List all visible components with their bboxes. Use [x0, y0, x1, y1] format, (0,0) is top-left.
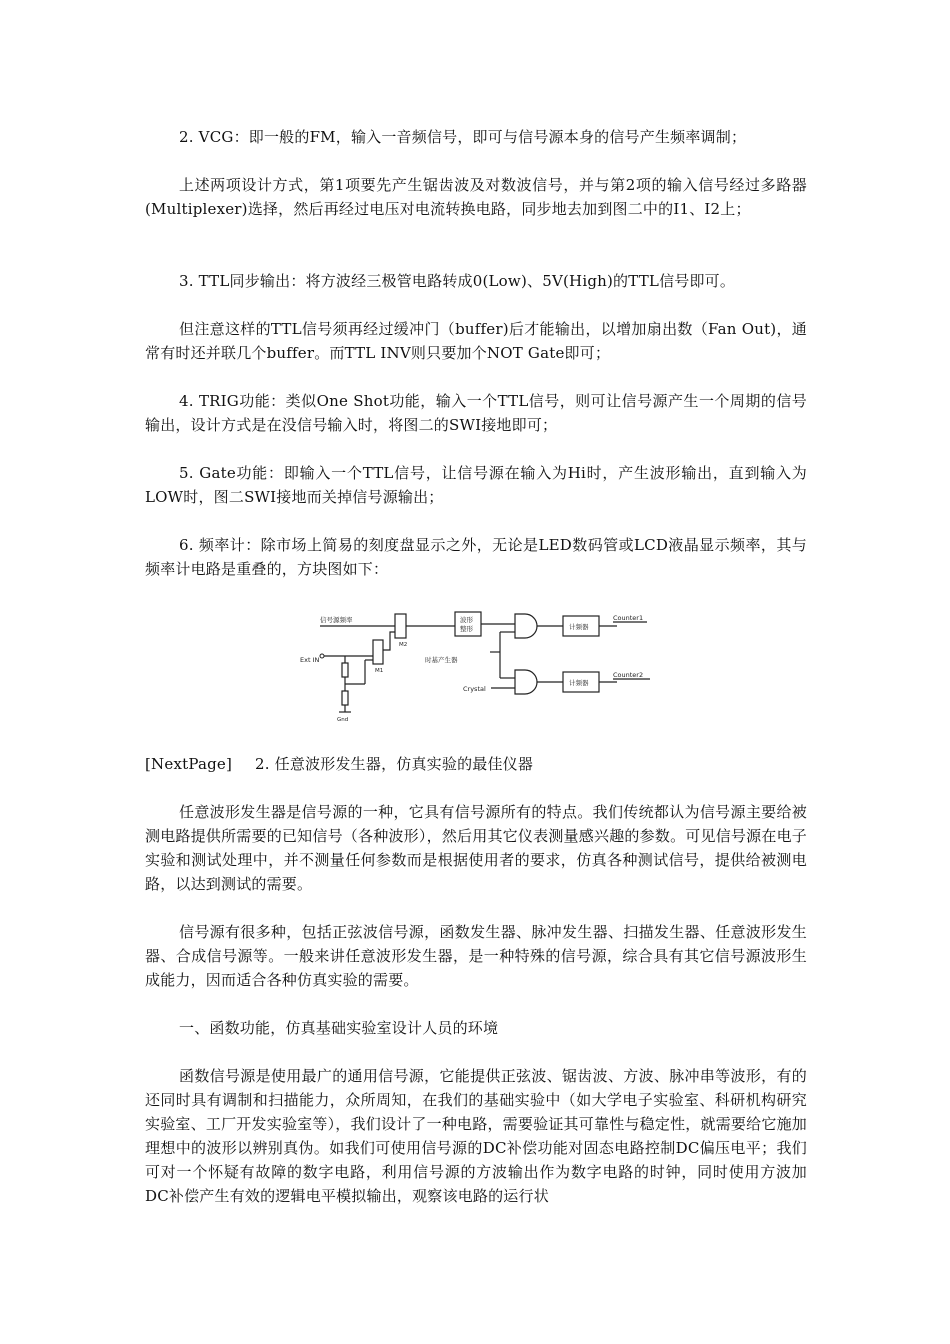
diagram-switch-m1	[373, 640, 383, 664]
diagram-label-ext-in: Ext IN	[300, 656, 320, 664]
diagram-label-crystal: Crystal	[463, 685, 486, 693]
diagram-counter-block-1-label: 计频器	[569, 623, 589, 631]
diagram-label-counter2: Counter2	[613, 671, 644, 679]
next-page-marker: [NextPage]	[145, 755, 233, 773]
paragraph-arbitrary-waveform: 任意波形发生器是信号源的一种，它具有信号源所有的特点。我们传统都认为信号源主要给被测电路提供所需要的已知信号（各种波形），然后用其它仪表测量感兴趣的参数。可见信号源在电子实验和测试处理中，并不测量任何参数而是根据使用者的要求，仿真各种测试信号，提供给被测电路，以达到测试的需要。	[145, 803, 807, 893]
diagram-label-m2: M2	[399, 642, 408, 648]
diagram-label-counter1: Counter1	[613, 614, 644, 622]
paragraph-vcg: 2. VCG：即一般的FM，输入一音频信号，即可与信号源本身的信号产生频率调制；	[179, 128, 747, 146]
diagram-wire-m1-to-m2	[383, 632, 395, 650]
diagram-label-wave-shaping-2: 整形	[460, 625, 473, 633]
diagram-label-timebase: 时基产生器	[425, 656, 458, 664]
diagram-ext-in-terminal	[320, 654, 324, 658]
diagram-and-gate-2	[515, 670, 537, 694]
diagram-and-gate-1	[515, 614, 537, 638]
diagram-label-m1: M1	[375, 668, 384, 674]
paragraph-gate: 5. Gate功能：即输入一个TTL信号，让信号源在输入为Hi时，产生波形输出，直到输入为LOW时，图二SWI接地而关掉信号源输出；	[145, 464, 807, 506]
diagram-label-wave-shaping-1: 波形	[460, 616, 473, 624]
paragraph-signal-source-types: 信号源有很多种，包括正弦波信号源，函数发生器、脉冲发生器、扫描发生器、任意波形发生器、合成信号源等。一般来讲任意波形发生器，是一种特殊的信号源，综合具有其它信号源波形生成能力，因而适合各种仿真实验的需要。	[145, 923, 807, 989]
section-heading	[145, 752, 807, 776]
diagram-switch-m2	[395, 614, 406, 638]
paragraph-frequency-counter: 6. 频率计：除市场上简易的刻度盘显示之外，无论是LED数码管或LCD液晶显示频率，其与频率计电路是重叠的，方块图如下：	[145, 536, 807, 578]
paragraph-design-methods: 上述两项设计方式，第1项要先产生锯齿波及对数波信号，并与第2项的输入信号经过多路器(Multiplexer)选择，然后再经过电压对电流转换电路，同步地去加到图二中的I1、I2上；	[145, 176, 807, 218]
subsection-title-function: 一、函数功能，仿真基础实验室设计人员的环境	[179, 1019, 499, 1037]
paragraph-ttl-sync: 3. TTL同步输出：将方波经三极管电路转成0(Low)、5V(High)的TTL信号即可。	[179, 272, 736, 290]
diagram-label-signal-freq: 信号源频率	[320, 616, 353, 624]
diagram-resistor-1	[342, 663, 348, 677]
diagram-label-ground: Gnd	[337, 717, 349, 723]
paragraph-trig: 4. TRIG功能：类似One Shot功能，输入一个TTL信号，则可让信号源产生一个周期的信号输出，设计方式是在没信号输入时，将图二的SWI接地即可；	[145, 392, 807, 434]
diagram-counter-block-2-label: 计频器	[569, 679, 589, 687]
diagram-resistor-2	[342, 691, 348, 705]
paragraph-function-generator: 函数信号源是使用最广的通用信号源，它能提供正弦波、锯齿波、方波、脉冲串等波形，有的还同时具有调制和扫描能力，众所周知，在我们的基础实验中（如大学电子实验室、科研机构研究实验室、工厂开发实验室等），我们设计了一种电路，需要验证其可靠性与稳定性，就需要给它施加理想中的波形以辨别真伪。如我们可使用信号源的DC补偿功能对固态电路控制DC偏压电平；我们可对一个怀疑有故障的数字电路，利用信号源的方波输出作为数字电路的时钟，同时使用方波加DC补偿产生有效的逻辑电平模拟输出，观察该电路的运行状	[145, 1067, 807, 1205]
paragraph-buffer-note: 但注意这样的TTL信号须再经过缓冲门（buffer)后才能输出，以增加扇出数（Fan Out)，通常有时还并联几个buffer。而TTL INV则只要加个NOT Gate即可；	[145, 320, 807, 362]
frequency-counter-block-diagram	[295, 600, 685, 725]
section-title: 2. 任意波形发生器，仿真实验的最佳仪器	[255, 755, 534, 773]
